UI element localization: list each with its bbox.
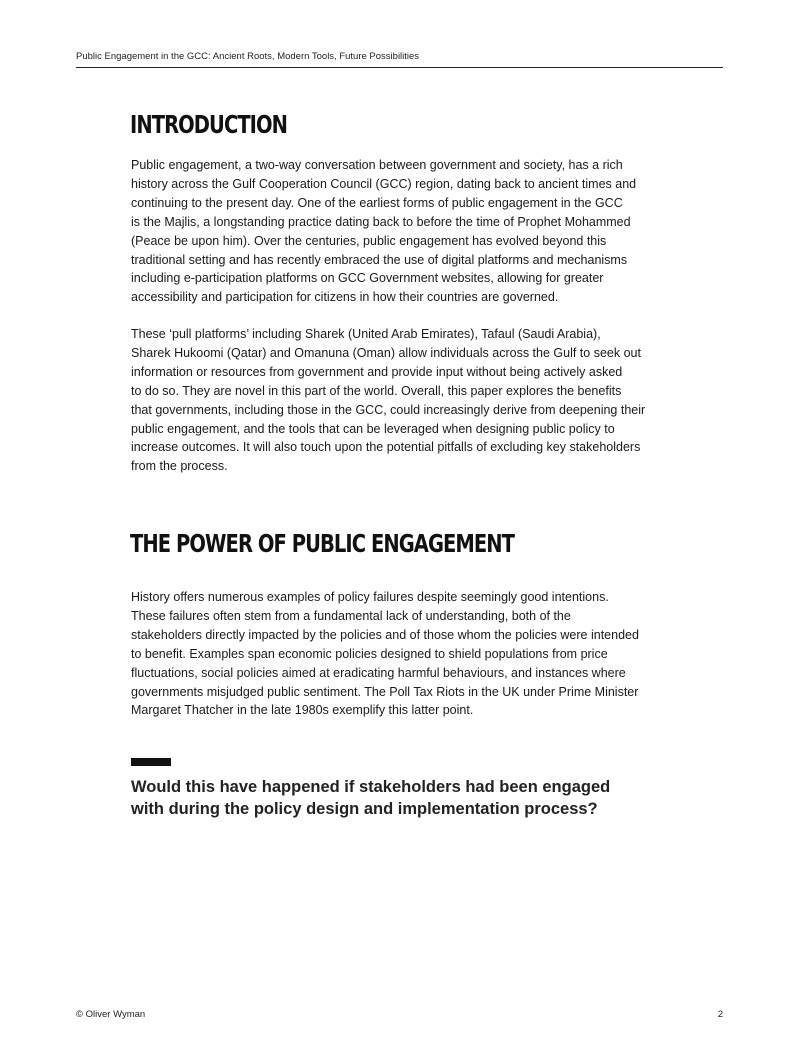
intro-paragraph-2 bbox=[131, 325, 676, 476]
footer-page-number: 2 bbox=[717, 1009, 723, 1020]
footer-copyright: © Oliver Wyman bbox=[76, 1009, 146, 1020]
power-paragraph-1 bbox=[131, 588, 676, 720]
paragraph-line: stakeholders directly impacted by the policies and of those whom the policies were intended bbox=[131, 627, 639, 642]
paragraph-line: including e-participation platforms on GCC Government websites, allowing for greater bbox=[131, 271, 604, 286]
paragraph-line: to benefit. Examples span economic policies designed to shield populations from price bbox=[131, 646, 608, 661]
paragraph-line: Public engagement, a two-way conversation between government and society, has a rich bbox=[131, 158, 623, 172]
callout-accent-bar bbox=[131, 758, 171, 766]
paragraph-line: that governments, including those in the GCC, could increasingly derive from deepening their bbox=[131, 402, 646, 417]
paragraph-line: traditional setting and has recently embraced the use of digital platforms and mechanisms bbox=[131, 252, 628, 267]
paragraph-line: information or resources from government and provide input without being actively asked bbox=[131, 364, 623, 379]
section-heading-power-of-public-engagement: THE POWER OF PUBLIC ENGAGEMENT bbox=[130, 529, 515, 558]
section-heading-introduction: INTRODUCTION bbox=[130, 110, 288, 139]
paragraph-line: Sharek Hukoomi (Qatar) and Omanuna (Oman) allow individuals across the Gulf to seek out bbox=[131, 345, 641, 360]
callout-line: with during the policy design and implementation process? bbox=[131, 800, 598, 818]
running-header bbox=[76, 51, 723, 68]
paragraph-line: These failures often stem from a fundamental lack of understanding, both of the bbox=[131, 608, 571, 623]
paragraph-line: continuing to the present day. One of the earliest forms of public engagement in the GCC bbox=[131, 195, 623, 210]
paragraph-line: increase outcomes. It will also touch upon the potential pitfalls of excluding key stakeholders bbox=[131, 440, 641, 455]
paragraph-line: governments misjudged public sentiment. The Poll Tax Riots in the UK under Prime Minister bbox=[131, 684, 639, 699]
paragraph-line: Margaret Thatcher in the late 1980s exemplify this latter point. bbox=[131, 703, 474, 718]
paragraph-line: history across the Gulf Cooperation Council (GCC) region, dating back to ancient times and bbox=[131, 176, 637, 191]
callout-line: Would this have happened if stakeholders had been engaged bbox=[131, 778, 611, 796]
paragraph-line: accessibility and participation for citizens in how their countries are governed. bbox=[131, 290, 559, 305]
paragraph-line: These ‘pull platforms’ including Sharek (United Arab Emirates), Tafaul (Saudi Arabia), bbox=[131, 327, 601, 341]
paragraph-line: is the Majlis, a longstanding practice dating back to before the time of Prophet Mohammed bbox=[131, 214, 631, 229]
intro-paragraph-1 bbox=[131, 156, 676, 307]
paragraph-line: (Peace be upon him). Over the centuries, public engagement has evolved beyond this bbox=[131, 233, 607, 248]
paragraph-line: History offers numerous examples of policy failures despite seemingly good intentions. bbox=[131, 590, 609, 604]
paragraph-line: fluctuations, social policies aimed at eradicating harmful behaviours, and instances where bbox=[131, 665, 626, 680]
callout-question bbox=[131, 776, 691, 820]
running-header-title: Public Engagement in the GCC: Ancient Roots, Modern Tools, Future Possibilities bbox=[76, 51, 420, 62]
paragraph-line: to do so. They are novel in this part of the world. Overall, this paper explores the benefits bbox=[131, 383, 622, 398]
paragraph-line: public engagement, and the tools that can be leveraged when designing public policy to bbox=[131, 421, 615, 436]
paragraph-line: from the process. bbox=[131, 459, 228, 474]
